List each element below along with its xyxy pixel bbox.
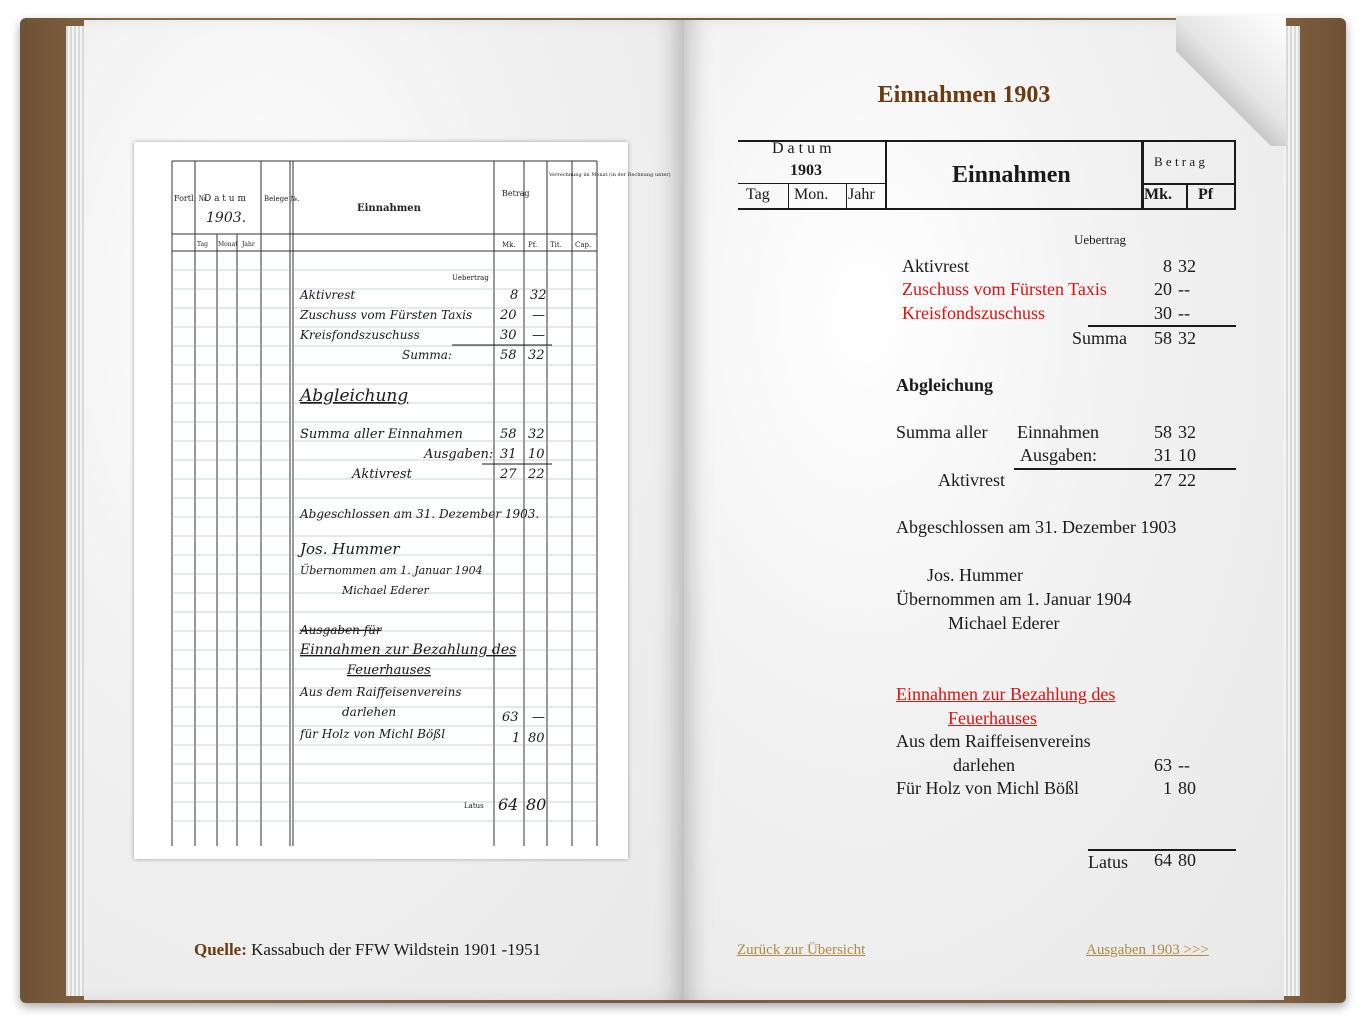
ausgaben-pf: 10 (1178, 445, 1196, 465)
row-zuschuss-pf: -- (1178, 279, 1190, 299)
scan-amount: 80 (528, 731, 545, 746)
scan-line: Übernommen am 1. Januar 1904 (300, 564, 483, 577)
scan-line: Latus (464, 802, 484, 810)
scan-amount: 30 (500, 328, 517, 343)
einnahmen-label: Einnahmen (952, 162, 1071, 188)
row-zuschuss-label: Zuschuss vom Fürsten Taxis (902, 279, 1107, 299)
scan-amount: 31 (500, 447, 517, 462)
summa-line (1088, 325, 1236, 327)
row-kreisfonds-label: Kreisfondszuschuss (902, 303, 1045, 323)
raiffeisen-label-1: Aus dem Raiffeisenvereins (896, 731, 1091, 751)
scan-amount: 32 (528, 427, 545, 442)
scan-amount: 32 (530, 288, 547, 303)
scan-datum-header: D a t u m (204, 194, 246, 204)
scan-line: Aus dem Raiffeisenvereins (300, 685, 462, 699)
latus-mk: 64 (1154, 850, 1172, 870)
row-aktivrest-label: Aktivrest (902, 256, 969, 276)
feuerhaus-heading-2: Feuerhauses (948, 708, 1037, 728)
ledger-scan (134, 142, 671, 859)
scan-amount: 20 (500, 308, 517, 323)
row-kreisfonds-pf: -- (1178, 303, 1190, 323)
holz-label: Für Holz von Michl Bößl (896, 778, 1079, 798)
summa-mk: 58 (1154, 328, 1172, 348)
mk-label: Mk. (1144, 186, 1172, 203)
right-page (684, 20, 1284, 1000)
scan-amount: 22 (528, 467, 545, 482)
scan-fortl-header: Fortl. №. (174, 194, 209, 203)
einnahmen-pf: 32 (1178, 422, 1196, 442)
tag-label: Tag (746, 186, 770, 203)
latus-pf: 80 (1178, 850, 1196, 870)
scan-tag: Tag (197, 241, 208, 248)
abgleichung-heading: Abgleichung (896, 375, 994, 395)
aktivrest-line (1014, 468, 1236, 470)
signature-ederer: Michael Ederer (948, 613, 1060, 633)
betrag-divider (1142, 183, 1236, 185)
scan-line: Aktivrest (300, 288, 356, 302)
ausgaben-label: Ausgaben: (1020, 445, 1097, 465)
summa-label: Summa (1072, 328, 1128, 348)
scan-line: Einnahmen zur Bezahlung des (300, 642, 517, 658)
betrag-label: B e t r a g (1154, 154, 1205, 169)
einnahmen-mk: 58 (1154, 422, 1172, 442)
scan-belege: Belege №. (264, 195, 300, 203)
datum-year: 1903 (790, 162, 822, 179)
row-aktivrest-pf: 32 (1178, 256, 1196, 276)
source-caption (194, 940, 541, 960)
scan-line: Feuerhauses (347, 663, 431, 678)
mk-divider (1186, 183, 1188, 210)
scan-amount: — (532, 308, 545, 323)
scan-amount: 8 (510, 288, 519, 303)
scan-amount: 58 (500, 427, 517, 442)
scan-betrag-header: Betrag (502, 189, 530, 198)
scan-line: Abgleichung (300, 386, 409, 406)
ledger-header (738, 140, 1236, 210)
aktivrest-label: Aktivrest (938, 470, 1005, 490)
summa-aller-label: Summa aller (896, 422, 988, 442)
tag-divider (788, 183, 789, 210)
datum-label: D a t u m (772, 140, 832, 157)
scan-monat: Monat (218, 241, 238, 248)
einnahmen-label-row: Einnahmen (1017, 422, 1099, 442)
scan-line: Jos. Hummer (300, 540, 400, 558)
signature-hummer: Jos. Hummer (927, 565, 1023, 585)
scan-line: Summa: (402, 348, 452, 362)
scan-verrechnung: Verrechnung im Monat (in der Rechnung unter) (549, 172, 671, 178)
scan-line: Abgeschlossen am 31. Dezember 1903. (300, 507, 540, 521)
scan-amount: 80 (526, 795, 547, 814)
page-title: Einnahmen 1903 (877, 82, 1051, 108)
jahr-label: Jahr (848, 186, 875, 203)
holz-pf: 80 (1178, 778, 1196, 798)
scan-line: Aktivrest (352, 467, 412, 482)
abgeschlossen-text: Abgeschlossen am 31. Dezember 1903 (896, 517, 1177, 537)
page-edges-left (66, 26, 84, 996)
uebernommen-text: Übernommen am 1. Januar 1904 (896, 589, 1132, 609)
scan-line: Uebertrag (452, 274, 489, 282)
scan-line: für Holz von Michl Bößl (300, 727, 446, 741)
next-ausgaben-link[interactable]: Ausgaben 1903 >>> (1086, 942, 1209, 958)
scan-line: darlehen (342, 705, 397, 719)
ledger-scan-image (152, 156, 671, 846)
scan-amount: 63 (502, 710, 519, 725)
datum-divider (738, 183, 886, 184)
back-to-overview-link[interactable]: Zurück zur Übersicht (737, 942, 866, 958)
scan-tit: Tit. (550, 241, 562, 249)
scan-amount: 10 (528, 447, 545, 462)
scan-year: 1903. (206, 210, 247, 226)
page-edges-right (1282, 26, 1300, 996)
scan-cap: Cap. (575, 241, 592, 249)
scan-amount: — (532, 710, 545, 725)
aktivrest-mk: 27 (1154, 470, 1172, 490)
raiffeisen-label-2: darlehen (953, 755, 1015, 775)
pf-label: Pf (1198, 186, 1214, 203)
holz-mk: 1 (1163, 778, 1172, 798)
ausgaben-mk: 31 (1154, 445, 1172, 465)
scan-amount: 1 (512, 731, 521, 746)
scan-amount: 32 (528, 348, 545, 363)
summa-pf: 32 (1178, 328, 1196, 348)
mon-divider (846, 183, 847, 210)
scan-amount: — (532, 328, 545, 343)
scan-amount: 64 (498, 795, 519, 814)
uebertrag-label: Uebertrag (1074, 232, 1126, 247)
feuerhaus-heading-1: Einnahmen zur Bezahlung des (896, 684, 1116, 704)
scan-amount: 58 (500, 348, 517, 363)
scan-jahr: Jahr (242, 241, 255, 248)
mon-label: Mon. (794, 186, 829, 203)
scan-einnahmen-header: Einnahmen (357, 203, 421, 214)
scan-mk: Mk. (502, 241, 516, 249)
latus-label: Latus (1088, 852, 1128, 872)
scan-line: Ausgaben: (424, 447, 494, 462)
scan-line: Zuschuss vom Fürsten Taxis (300, 308, 473, 322)
scan-line: Summa aller Einnahmen (300, 427, 463, 442)
source-text: Kassabuch der FFW Wildstein 1901 -1951 (251, 940, 542, 959)
scan-amount: 27 (500, 467, 517, 482)
row-kreisfonds-mk: 30 (1154, 303, 1172, 323)
raiffeisen-mk: 63 (1154, 755, 1172, 775)
scan-line: Ausgaben für (300, 623, 382, 637)
scan-line: Michael Ederer (342, 584, 429, 597)
source-label: Quelle: (194, 940, 247, 959)
row-aktivrest-mk: 8 (1163, 256, 1172, 276)
left-page (84, 20, 684, 1000)
row-zuschuss-mk: 20 (1154, 279, 1172, 299)
aktivrest-pf: 22 (1178, 470, 1196, 490)
scan-pf: Pf. (528, 241, 538, 249)
scan-line: Kreisfondszuschuss (300, 328, 420, 342)
raiffeisen-pf: -- (1178, 755, 1190, 775)
